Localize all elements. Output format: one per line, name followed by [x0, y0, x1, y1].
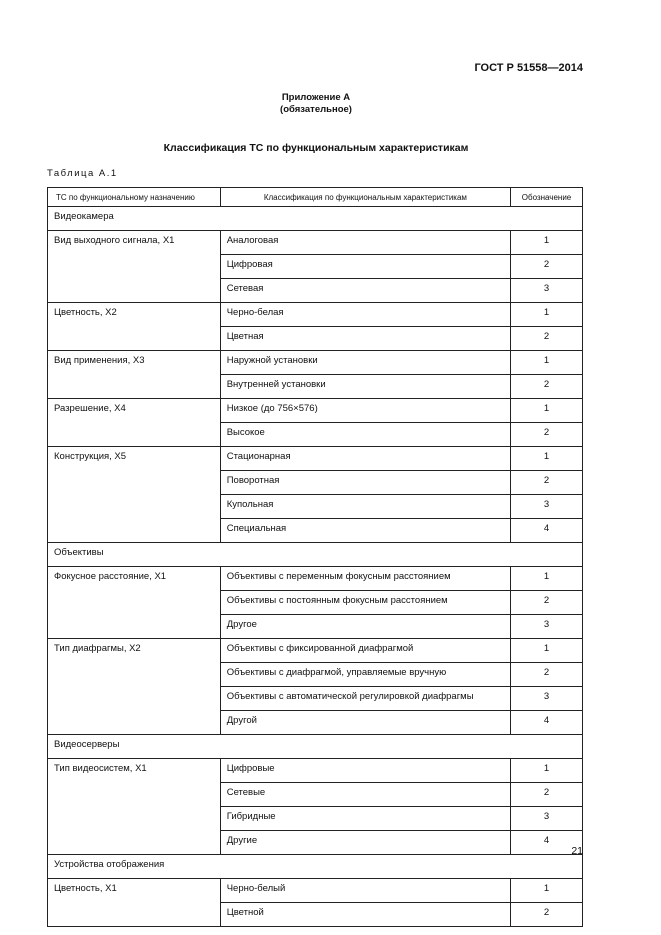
- classification-cell: Объективы с фиксированной диафрагмой: [220, 639, 510, 663]
- group-name-cell: Фокусное расстояние, Х1: [48, 567, 221, 639]
- designation-cell: 2: [511, 663, 583, 687]
- appendix-heading: [0, 92, 632, 116]
- designation-cell: 3: [511, 279, 583, 303]
- section-title-cell: Устройства отображения: [48, 855, 583, 879]
- classification-cell: Другой: [220, 711, 510, 735]
- group-name-cell: Вид применения, Х3: [48, 351, 221, 399]
- designation-cell: 1: [511, 351, 583, 375]
- header-device-type: ТС по функциональному назначению: [48, 188, 221, 207]
- classification-cell: Другое: [220, 615, 510, 639]
- standard-number: ГОСТ Р 51558—2014: [474, 62, 583, 74]
- section-title-cell: Видеосерверы: [48, 735, 583, 759]
- designation-cell: 3: [511, 615, 583, 639]
- table-row: [48, 639, 583, 663]
- group-name-cell: Вид выходного сигнала, Х1: [48, 231, 221, 303]
- designation-cell: 4: [511, 711, 583, 735]
- classification-cell: Объективы с автоматической регулировкой диафрагмы: [220, 687, 510, 711]
- designation-cell: 1: [511, 639, 583, 663]
- classification-cell: Аналоговая: [220, 231, 510, 255]
- classification-cell: Цифровая: [220, 255, 510, 279]
- classification-cell: Объективы с переменным фокусным расстоянием: [220, 567, 510, 591]
- designation-cell: 4: [511, 519, 583, 543]
- designation-cell: 2: [511, 423, 583, 447]
- designation-cell: 1: [511, 447, 583, 471]
- header-classification: Классификация по функциональным характеристикам: [220, 188, 510, 207]
- table-row: [48, 879, 583, 903]
- group-name-cell: Разрешение, Х4: [48, 399, 221, 447]
- group-name-cell: Цветность, Х2: [48, 303, 221, 351]
- classification-cell: Черно-белая: [220, 303, 510, 327]
- designation-cell: 2: [511, 783, 583, 807]
- designation-cell: 2: [511, 375, 583, 399]
- designation-cell: 3: [511, 807, 583, 831]
- designation-cell: 2: [511, 903, 583, 927]
- classification-cell: Поворотная: [220, 471, 510, 495]
- classification-cell: Стационарная: [220, 447, 510, 471]
- appendix-status: (обязательное): [280, 104, 352, 115]
- designation-cell: 1: [511, 879, 583, 903]
- classification-cell: Объективы с постоянным фокусным расстоянием: [220, 591, 510, 615]
- section-row: [48, 855, 583, 879]
- designation-cell: 2: [511, 471, 583, 495]
- header-designation: Обозначение: [511, 188, 583, 207]
- page-number: 21: [571, 845, 583, 857]
- classification-cell: Наружной установки: [220, 351, 510, 375]
- designation-cell: 1: [511, 399, 583, 423]
- classification-cell: Сетевая: [220, 279, 510, 303]
- group-name-cell: Цветность, Х1: [48, 879, 221, 927]
- classification-cell: Специальная: [220, 519, 510, 543]
- classification-cell: Гибридные: [220, 807, 510, 831]
- table-row: [48, 567, 583, 591]
- designation-cell: 1: [511, 231, 583, 255]
- designation-cell: 3: [511, 687, 583, 711]
- section-row: [48, 735, 583, 759]
- table-label: Таблица А.1: [47, 168, 118, 179]
- group-name-cell: Тип диафрагмы, Х2: [48, 639, 221, 735]
- table-header-row: [48, 188, 583, 207]
- designation-cell: 2: [511, 327, 583, 351]
- group-name-cell: Конструкция, Х5: [48, 447, 221, 543]
- designation-cell: 1: [511, 567, 583, 591]
- table-row: [48, 303, 583, 327]
- classification-cell: Цветной: [220, 903, 510, 927]
- group-name-cell: Тип видеосистем, Х1: [48, 759, 221, 855]
- appendix-title: Приложение А: [281, 92, 351, 103]
- classification-cell: Объективы с диафрагмой, управляемые вручную: [220, 663, 510, 687]
- classification-cell: Высокое: [220, 423, 510, 447]
- table-body: [48, 188, 583, 927]
- designation-cell: 1: [511, 759, 583, 783]
- classification-cell: Цифровые: [220, 759, 510, 783]
- classification-cell: Низкое (до 756×576): [220, 399, 510, 423]
- section-row: [48, 207, 583, 231]
- classification-cell: Купольная: [220, 495, 510, 519]
- section-row: [48, 543, 583, 567]
- designation-cell: 3: [511, 495, 583, 519]
- classification-cell: Внутренней установки: [220, 375, 510, 399]
- classification-table: [47, 187, 583, 927]
- table-row: [48, 231, 583, 255]
- table-row: [48, 399, 583, 423]
- classification-cell: Черно-белый: [220, 879, 510, 903]
- table-row: [48, 759, 583, 783]
- designation-cell: 2: [511, 255, 583, 279]
- classification-cell: Цветная: [220, 327, 510, 351]
- designation-cell: 2: [511, 591, 583, 615]
- section-title-cell: Видеокамера: [48, 207, 583, 231]
- section-title: Классификация ТС по функциональным характеристикам: [163, 142, 469, 154]
- section-title-cell: Объективы: [48, 543, 583, 567]
- table-row: [48, 351, 583, 375]
- table-row: [48, 447, 583, 471]
- designation-cell: 1: [511, 303, 583, 327]
- classification-cell: Другие: [220, 831, 510, 855]
- classification-cell: Сетевые: [220, 783, 510, 807]
- designation-cell: 4: [511, 831, 583, 855]
